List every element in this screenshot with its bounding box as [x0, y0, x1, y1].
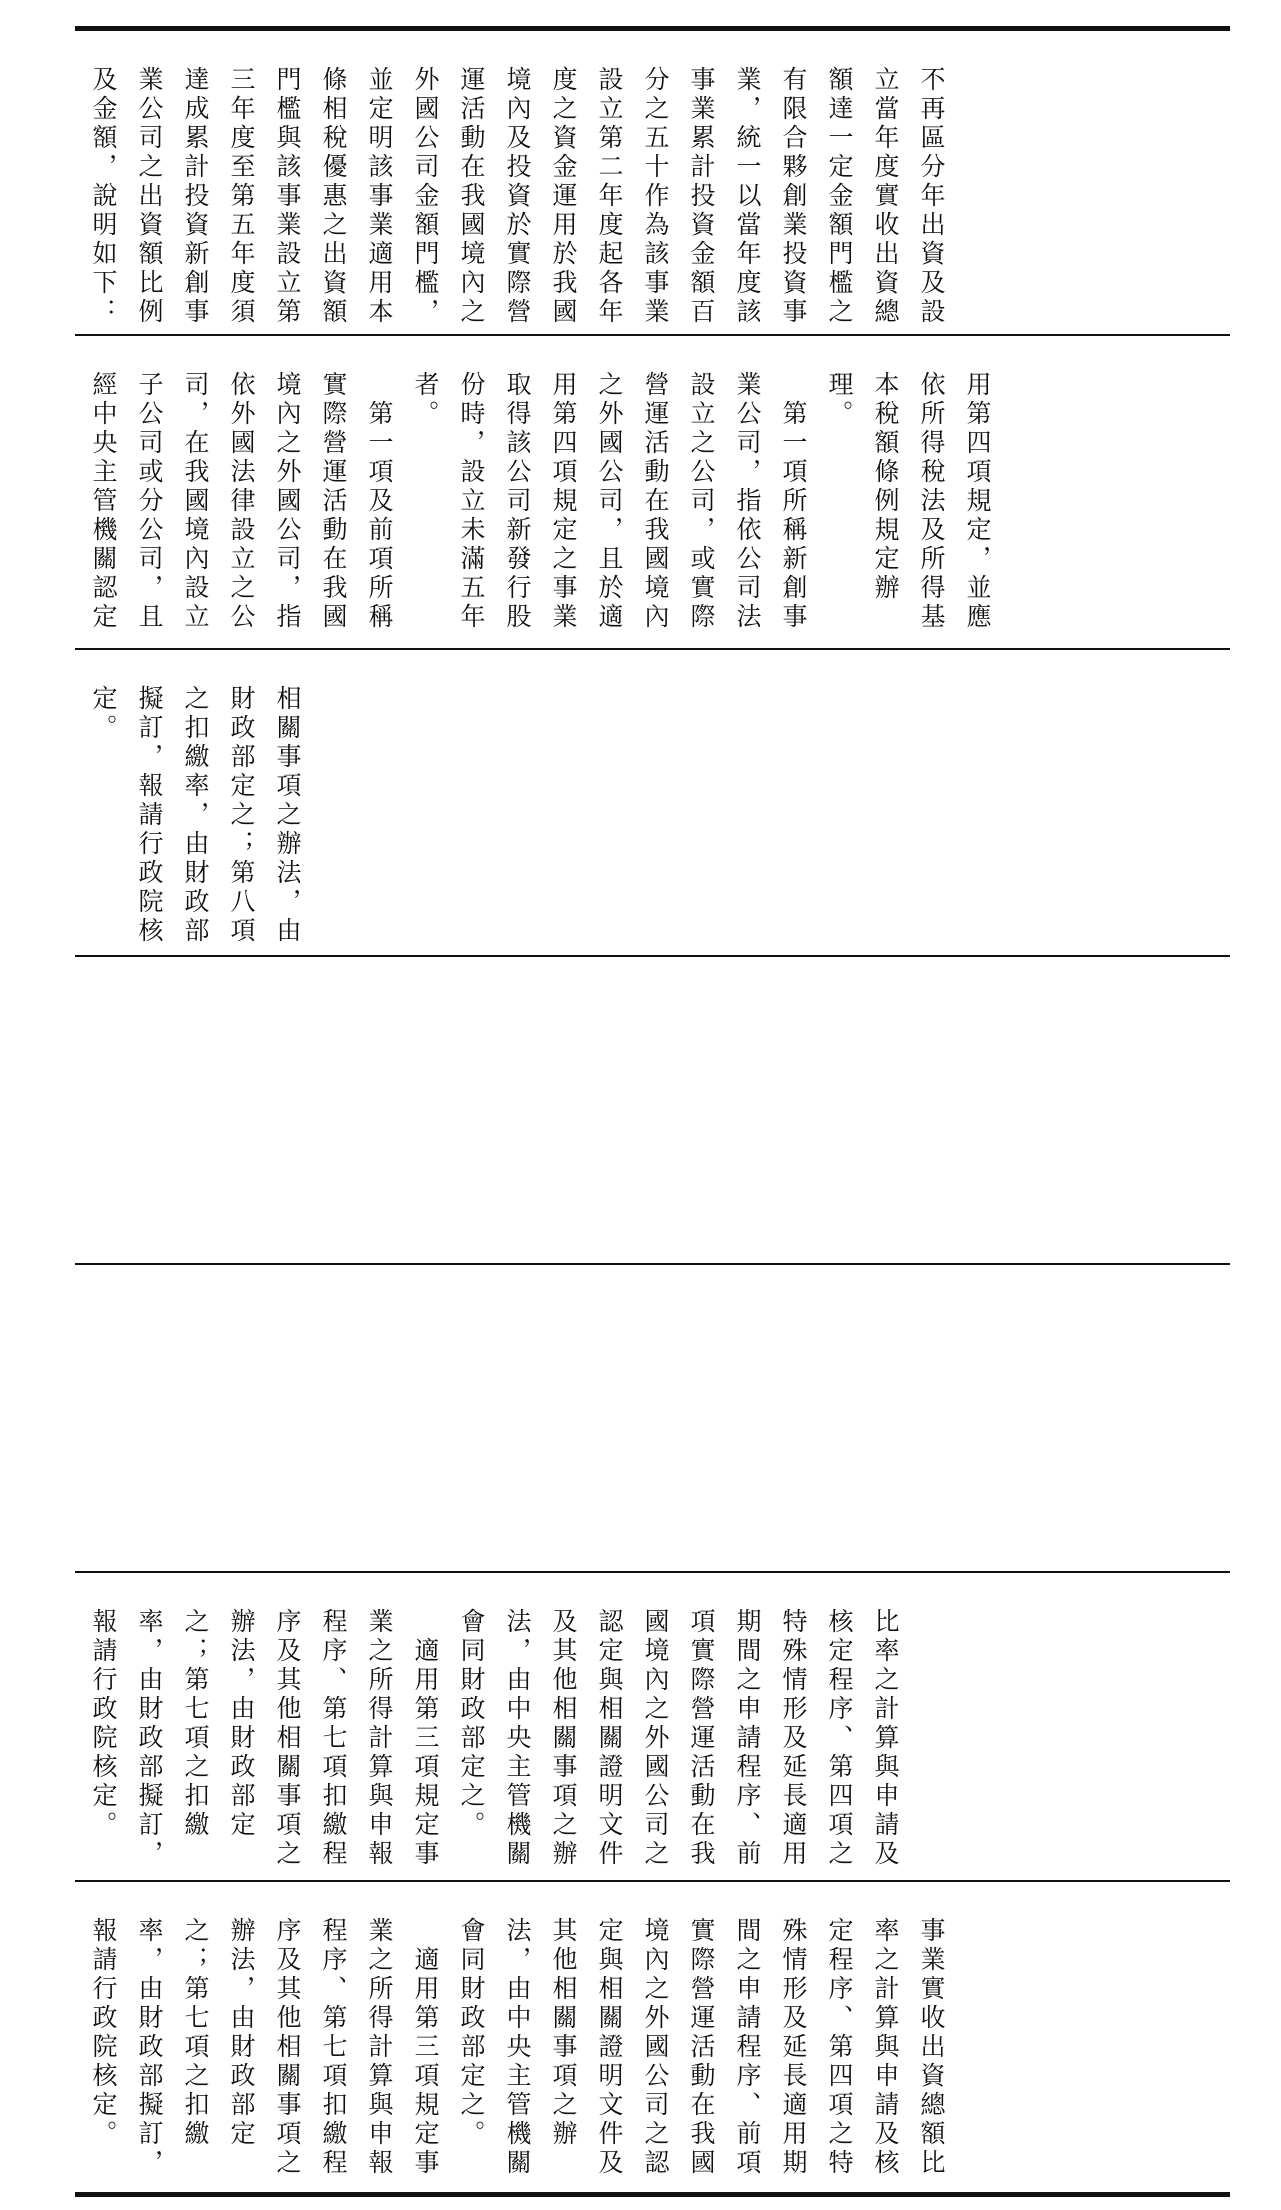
- row-divider: [75, 334, 1230, 336]
- row-divider: [75, 648, 1230, 650]
- row-divider: [75, 1571, 1230, 1573]
- row-divider: [75, 1263, 1230, 1265]
- text-row-6: [80, 1578, 1225, 1876]
- text-row-2: [80, 341, 1225, 643]
- current-law-text: 用第四項規定，並應依所得稅法及所得基本稅額條例規定辦理。 第一項所稱新創事業公司，指依公司法設立之公司，或實際營運活動在我國境內之外國公司，且於適用第四項規定之事業取得該公司新發行股份時，設立未滿五年者。 第一項及前項所稱實際營運活動在我國境內之外國公司，指依外國法律設立之公司，在我國境內設立子公司或分公司，且經中央主管機關認定: [89, 371, 992, 632]
- top-border-line: [75, 26, 1230, 31]
- text-row-4: [80, 962, 1225, 1258]
- regulation-text-b: 事業實收出資總額比率之計算與申請及核定程序、第四項之特殊情形及延長適用期間之申請程序、前項實際營運活動在我國境內之外國公司之認定與相關證明文件及其他相關事項之辦法，由中央主管機關會同財政部定之。 適用第三項規定事業之所得計算與申報程序、第七項扣繳程序及其他相關事項之辦法，由財政部定之；第七項之扣繳率，由財政部擬訂，報請行政院核定。: [89, 1917, 946, 2178]
- regulation-text-a: 比率之計算與申請及核定程序、第四項之特殊情形及延長適用期間之申請程序、前項實際營運活動在我國境內之外國公司之認定與相關證明文件及其他相關事項之辦法，由中央主管機關會同財政部定之。 適用第三項規定事業之所得計算與申報程序、第七項扣繳程序及其他相關事項之辦法，由財政部定之；第七項之扣繳率，由財政部擬訂，報請行政院核定。: [89, 1608, 900, 1869]
- row-divider: [75, 1880, 1230, 1882]
- text-row-3: [80, 655, 1225, 951]
- bottom-border-line: [75, 2192, 1230, 2197]
- empty-cell-text: [80, 962, 86, 1258]
- text-row-7: [80, 1887, 1225, 2190]
- text-row-1: [80, 36, 1225, 328]
- empty-cell-text: [80, 1270, 86, 1567]
- amendment-text-tail: 相關事項之辦法，由財政部定之；第八項之扣繳率，由財政部擬訂，報請行政院核定。: [89, 685, 302, 946]
- text-row-5: [80, 1270, 1225, 1567]
- row-divider: [75, 955, 1230, 957]
- explanation-text: 不再區分年出資及設立當年度實收出資總額達一定金額門檻之有限合夥創業投資事業，統一以當年度該事業累計投資金額百分之五十作為該事業設立第二年度起各年度之資金運用於我國境內及投資於實際營運活動在我國境內之外國公司金額門檻，並定明該事業適用本條相稅優惠之出資額門檻與該事業設立第三年度至第五年度須達成累計投資新創事業公司之出資額比例及金額，說明如下：: [89, 66, 946, 327]
